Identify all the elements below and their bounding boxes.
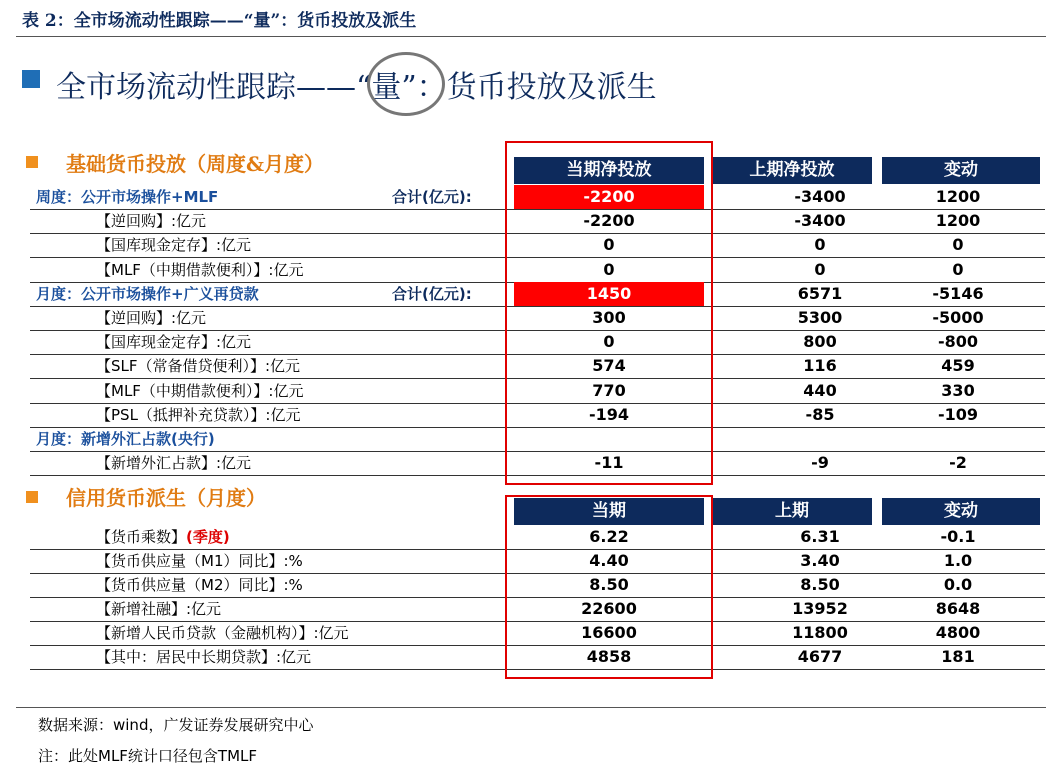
row-label: 【MLF（中期借款便利）】:亿元 [96, 260, 304, 279]
col-header-current: 当期净投放 [514, 157, 704, 184]
value-current: -2200 [514, 185, 704, 209]
value-change: 4800 [935, 623, 981, 642]
value-change: 0 [952, 259, 964, 279]
value-previous: 0 [814, 235, 826, 255]
value-previous: -9 [811, 453, 829, 473]
row-label [96, 549, 303, 573]
value-previous: -3400 [794, 187, 846, 206]
row-label: 月度：新增外汇占款(央行) [36, 430, 215, 448]
total-label: 合计(亿元): [392, 284, 472, 303]
value-previous: 440 [803, 380, 837, 400]
value-previous: 6571 [797, 283, 843, 303]
caption-divider [16, 36, 1046, 37]
col-header-previous: 上期净投放 [712, 157, 872, 184]
value-change: 1200 [935, 211, 981, 231]
row-label: 【国库现金定存】:亿元 [96, 333, 252, 352]
value-previous: 6.31 [800, 527, 840, 546]
value-previous: 3.40 [800, 551, 840, 570]
value-change: 181 [941, 647, 975, 666]
footer-divider [16, 707, 1046, 708]
row-label [96, 645, 311, 669]
value-current: 22600 [581, 599, 637, 618]
value-change: 1.0 [943, 551, 973, 570]
row-label: 【PSL（抵押补充贷款）】:亿元 [96, 405, 301, 424]
row-label-text: 【货币供应量（M2）同比】:% [96, 576, 303, 594]
row-label: 【MLF（中期借款便利）】:亿元 [96, 381, 304, 400]
value-current: 4858 [586, 647, 632, 666]
row-label: 【国库现金定存】:亿元 [96, 236, 252, 255]
col-header-change: 变动 [882, 498, 1040, 525]
row-label: 【SLF（常备借贷便利）】:亿元 [96, 357, 301, 376]
value-current: 0 [603, 259, 615, 279]
row-label [96, 621, 349, 645]
section-bullet-icon [26, 156, 38, 168]
title-bullet-icon [22, 70, 40, 88]
row-label-text: 【新增社融】:亿元 [96, 600, 222, 618]
row-label-text: 【新增人民币贷款（金融机构）】:亿元 [96, 624, 349, 642]
value-current: 4.40 [589, 551, 629, 570]
section-title-credit: 信用货币派生（月度） [66, 486, 266, 510]
highlight-box-current [505, 141, 713, 485]
total-label: 合计(亿元): [392, 188, 472, 206]
section-title-base-money: 基础货币投放（周度&月度） [66, 152, 325, 176]
row-label: 月度：公开市场操作+广义再贷款 [36, 284, 259, 303]
page-title: 全市场流动性跟踪——“量”：货币投放及派生 [56, 70, 657, 105]
value-previous: 0 [814, 259, 826, 279]
value-previous: 4677 [797, 647, 843, 666]
value-change: 8648 [935, 599, 981, 618]
value-change: -2 [949, 453, 967, 473]
row-label-text: 【货币乘数】 [96, 528, 187, 546]
highlight-box-current [505, 495, 713, 679]
footnote: 注：此处MLF统计口径包含TMLF [38, 747, 258, 765]
row-label [96, 597, 221, 621]
figure-caption: 表 2：全市场流动性跟踪——“量”：货币投放及派生 [22, 11, 417, 31]
value-previous: 11800 [792, 623, 848, 642]
value-previous: 5300 [797, 308, 843, 327]
value-current: -2200 [583, 211, 635, 231]
emphasis-circle [367, 52, 445, 116]
value-current: 1450 [514, 282, 704, 306]
col-header-previous: 上期 [712, 498, 872, 525]
value-current: 0 [603, 332, 615, 352]
value-current: 770 [592, 380, 626, 400]
value-change: -5000 [932, 308, 984, 327]
value-change: -109 [937, 404, 979, 424]
row-label: 周度：公开市场操作+MLF [36, 188, 219, 206]
value-current: 0 [603, 235, 615, 255]
row-label [96, 573, 303, 597]
value-change: 1200 [935, 187, 981, 206]
row-label: 【新增外汇占款】:亿元 [96, 454, 252, 473]
value-previous: 8.50 [800, 575, 840, 594]
value-previous: 13952 [792, 599, 848, 618]
value-previous: -3400 [794, 211, 846, 231]
value-change: -0.1 [940, 527, 976, 546]
value-change [868, 427, 1048, 451]
value-previous: -85 [805, 404, 835, 424]
value-change: 459 [941, 356, 975, 376]
value-change: 0 [952, 235, 964, 255]
value-current: -11 [594, 453, 624, 473]
row-label [96, 525, 230, 549]
row-label: 【逆回购】:亿元 [96, 309, 207, 327]
value-change: -800 [937, 332, 979, 352]
row-label-text: 【其中：居民中长期贷款】:亿元 [96, 648, 312, 666]
col-header-current: 当期 [514, 498, 704, 525]
row-note: (季度) [186, 528, 230, 546]
value-previous: 116 [803, 356, 837, 376]
value-current: 8.50 [589, 575, 629, 594]
section-bullet-icon [26, 491, 38, 503]
value-current: 16600 [581, 623, 637, 642]
col-header-change: 变动 [882, 157, 1040, 184]
value-current: 300 [592, 308, 626, 327]
data-source: 数据来源：wind，广发证券发展研究中心 [38, 716, 314, 734]
row-label-text: 【货币供应量（M1）同比】:% [96, 552, 303, 570]
value-current: -194 [588, 404, 630, 424]
value-change: 0.0 [943, 575, 973, 594]
value-current: 6.22 [589, 527, 629, 546]
value-change: -5146 [932, 283, 984, 303]
row-label: 【逆回购】:亿元 [96, 212, 207, 231]
value-previous: 800 [803, 332, 837, 352]
value-change: 330 [941, 380, 975, 400]
value-current: 574 [592, 356, 626, 376]
